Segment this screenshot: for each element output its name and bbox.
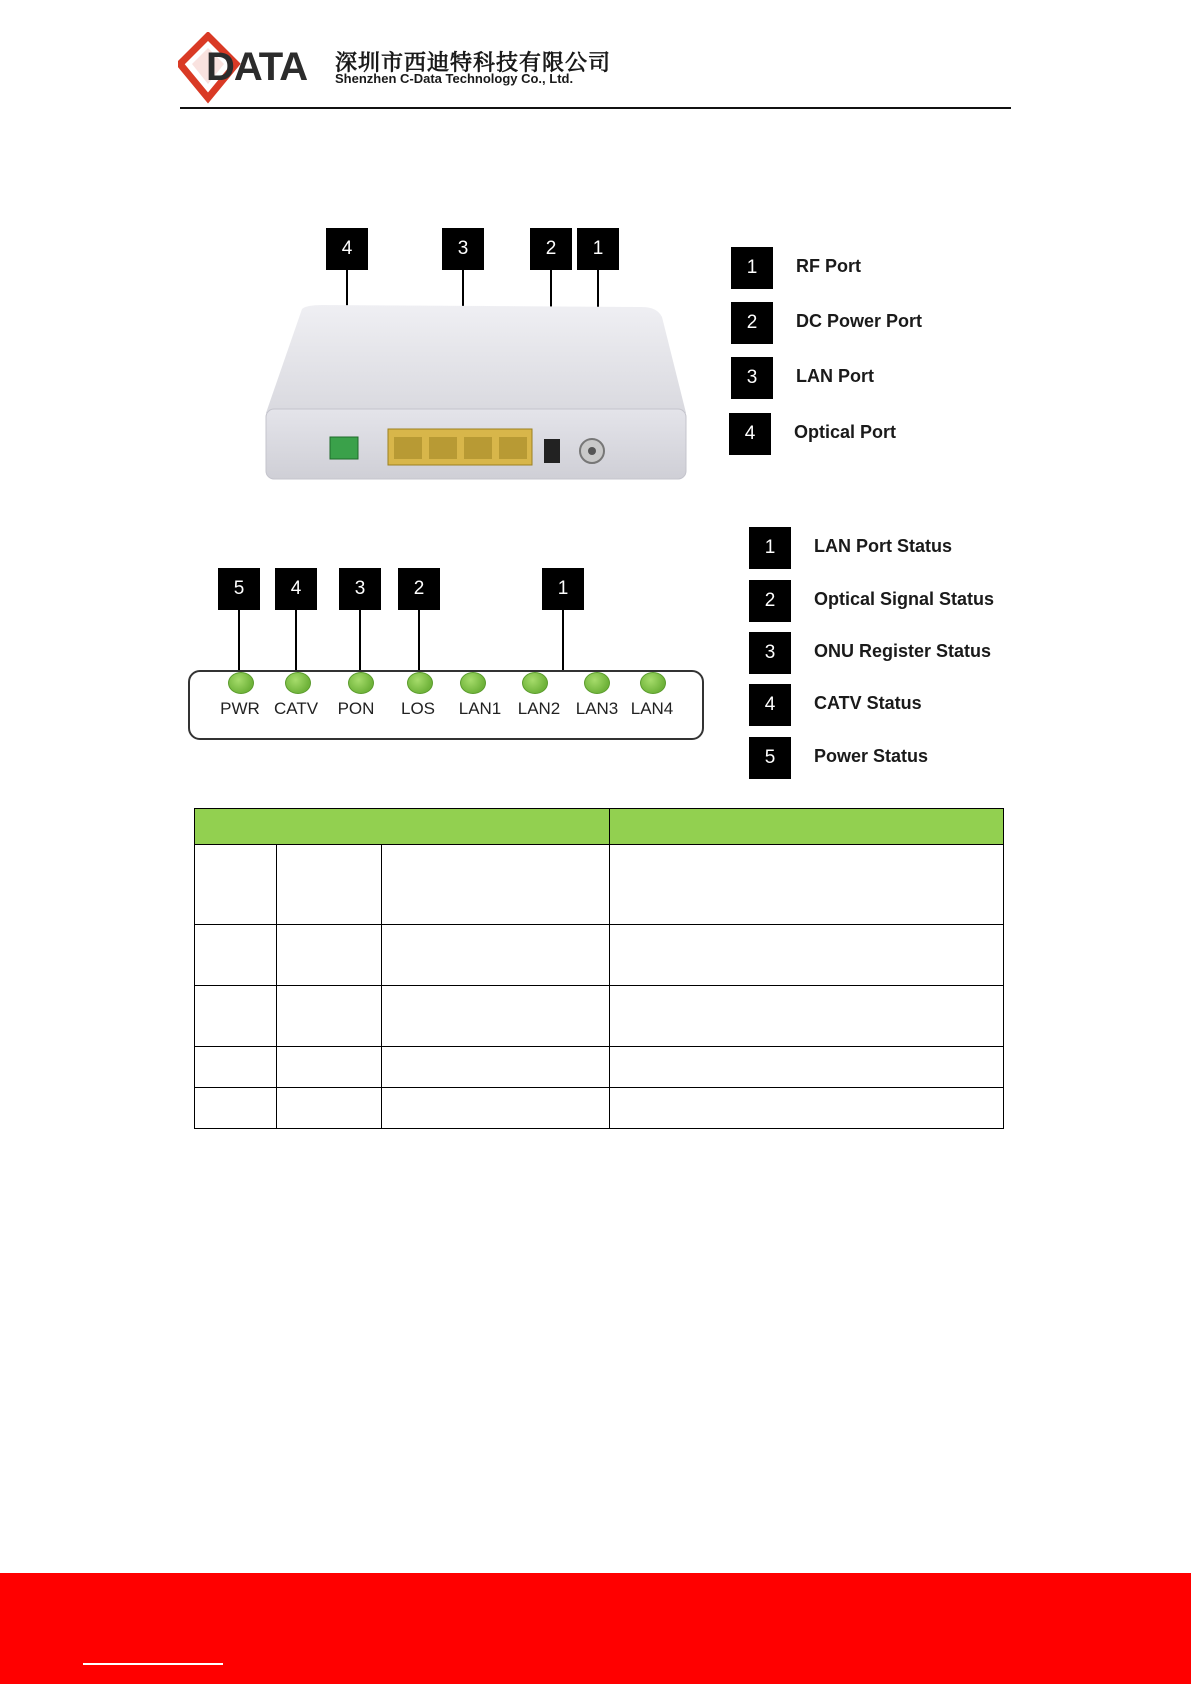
- led-los: [407, 672, 433, 694]
- led-pon: [348, 672, 374, 694]
- front-callout-4: 4: [275, 568, 317, 610]
- header-divider: [180, 107, 1011, 109]
- optical-port: [330, 437, 358, 459]
- table-cell: [277, 925, 382, 986]
- front-leader-2: [418, 610, 420, 672]
- table-row: [195, 925, 1004, 986]
- front-legend-num-5: 5: [749, 737, 791, 779]
- led-lan2: [522, 672, 548, 694]
- front-leader-5: [238, 610, 240, 672]
- table-cell: [277, 845, 382, 925]
- table-cell: [195, 1088, 277, 1129]
- table-cell: [195, 1047, 277, 1088]
- table-header-row: [195, 809, 1004, 845]
- rear-legend-num-3: 3: [731, 357, 773, 399]
- front-legend-num-4: 4: [749, 684, 791, 726]
- led-label-lan4: LAN4: [630, 699, 674, 718]
- table-cell: [195, 845, 277, 925]
- led-lan1: [460, 672, 486, 694]
- table-cell: [277, 1047, 382, 1088]
- footer-divider: [83, 1663, 223, 1665]
- table-row: [195, 845, 1004, 925]
- front-legend-num-3: 3: [749, 632, 791, 674]
- front-legend-label-1: LAN Port Status: [814, 536, 953, 556]
- rear-callout-1: 1: [577, 228, 619, 270]
- table-row: [195, 1088, 1004, 1129]
- table-cell: [195, 986, 277, 1047]
- led-label-catv: CATV: [273, 699, 319, 718]
- rear-legend-num-2: 2: [731, 302, 773, 344]
- led-label-los: LOS: [400, 699, 436, 718]
- table-cell: [610, 845, 1004, 925]
- lan-ports: [388, 429, 532, 465]
- front-leader-4: [295, 610, 297, 672]
- led-label-lan1: LAN1: [458, 699, 502, 718]
- led-pwr: [228, 672, 254, 694]
- table-cell: [195, 925, 277, 986]
- led-status-table: [194, 808, 1004, 1129]
- front-legend-label-4: CATV Status: [814, 693, 922, 713]
- rear-legend-num-4: 4: [729, 413, 771, 455]
- front-leader-3: [359, 610, 361, 672]
- led-label-lan2: LAN2: [517, 699, 561, 718]
- footer-band: [0, 1573, 1191, 1684]
- table-cell: [382, 1088, 610, 1129]
- table-header-cell: [195, 809, 610, 845]
- table-cell: [610, 986, 1004, 1047]
- dc-power-port: [544, 439, 560, 463]
- led-catv: [285, 672, 311, 694]
- rear-legend-label-2: DC Power Port: [796, 311, 923, 331]
- rear-callout-2: 2: [530, 228, 572, 270]
- table-cell: [382, 1047, 610, 1088]
- front-callout-1: 1: [542, 568, 584, 610]
- rear-callout-3: 3: [442, 228, 484, 270]
- front-callout-5: 5: [218, 568, 260, 610]
- table-cell: [382, 986, 610, 1047]
- front-callout-3: 3: [339, 568, 381, 610]
- table-cell: [277, 1088, 382, 1129]
- rear-legend-label-1: RF Port: [796, 256, 861, 276]
- front-callout-2: 2: [398, 568, 440, 610]
- onu-device-rear-illustration: [262, 305, 688, 485]
- rear-legend-label-4: Optical Port: [794, 422, 897, 442]
- led-label-lan3: LAN3: [575, 699, 619, 718]
- table-cell: [382, 925, 610, 986]
- front-legend-label-2: Optical Signal Status: [814, 589, 995, 609]
- led-lan4: [640, 672, 666, 694]
- led-label-pon: PON: [337, 699, 375, 718]
- table-row: [195, 1047, 1004, 1088]
- table-header-cell: [610, 809, 1004, 845]
- company-name-cn: 深圳市西迪特科技有限公司: [335, 50, 612, 75]
- front-legend-label-5: Power Status: [814, 746, 929, 766]
- table-cell: [382, 845, 610, 925]
- front-legend-num-2: 2: [749, 580, 791, 622]
- table-cell: [610, 925, 1004, 986]
- table-row: [195, 986, 1004, 1047]
- rear-legend-num-1: 1: [731, 247, 773, 289]
- rear-callout-4: 4: [326, 228, 368, 270]
- table-cell: [610, 1047, 1004, 1088]
- led-label-pwr: PWR: [220, 699, 260, 718]
- front-leader-1: [562, 610, 564, 672]
- logo-wordmark: DATA: [206, 45, 308, 89]
- led-lan3: [584, 672, 610, 694]
- rear-legend-label-3: LAN Port: [796, 366, 874, 386]
- front-legend-num-1: 1: [749, 527, 791, 569]
- company-name-en: Shenzhen C-Data Technology Co., Ltd.: [335, 71, 574, 86]
- led-panel: [188, 670, 704, 740]
- table-cell: [610, 1088, 1004, 1129]
- table-cell: [277, 986, 382, 1047]
- front-legend-label-3: ONU Register Status: [814, 641, 992, 661]
